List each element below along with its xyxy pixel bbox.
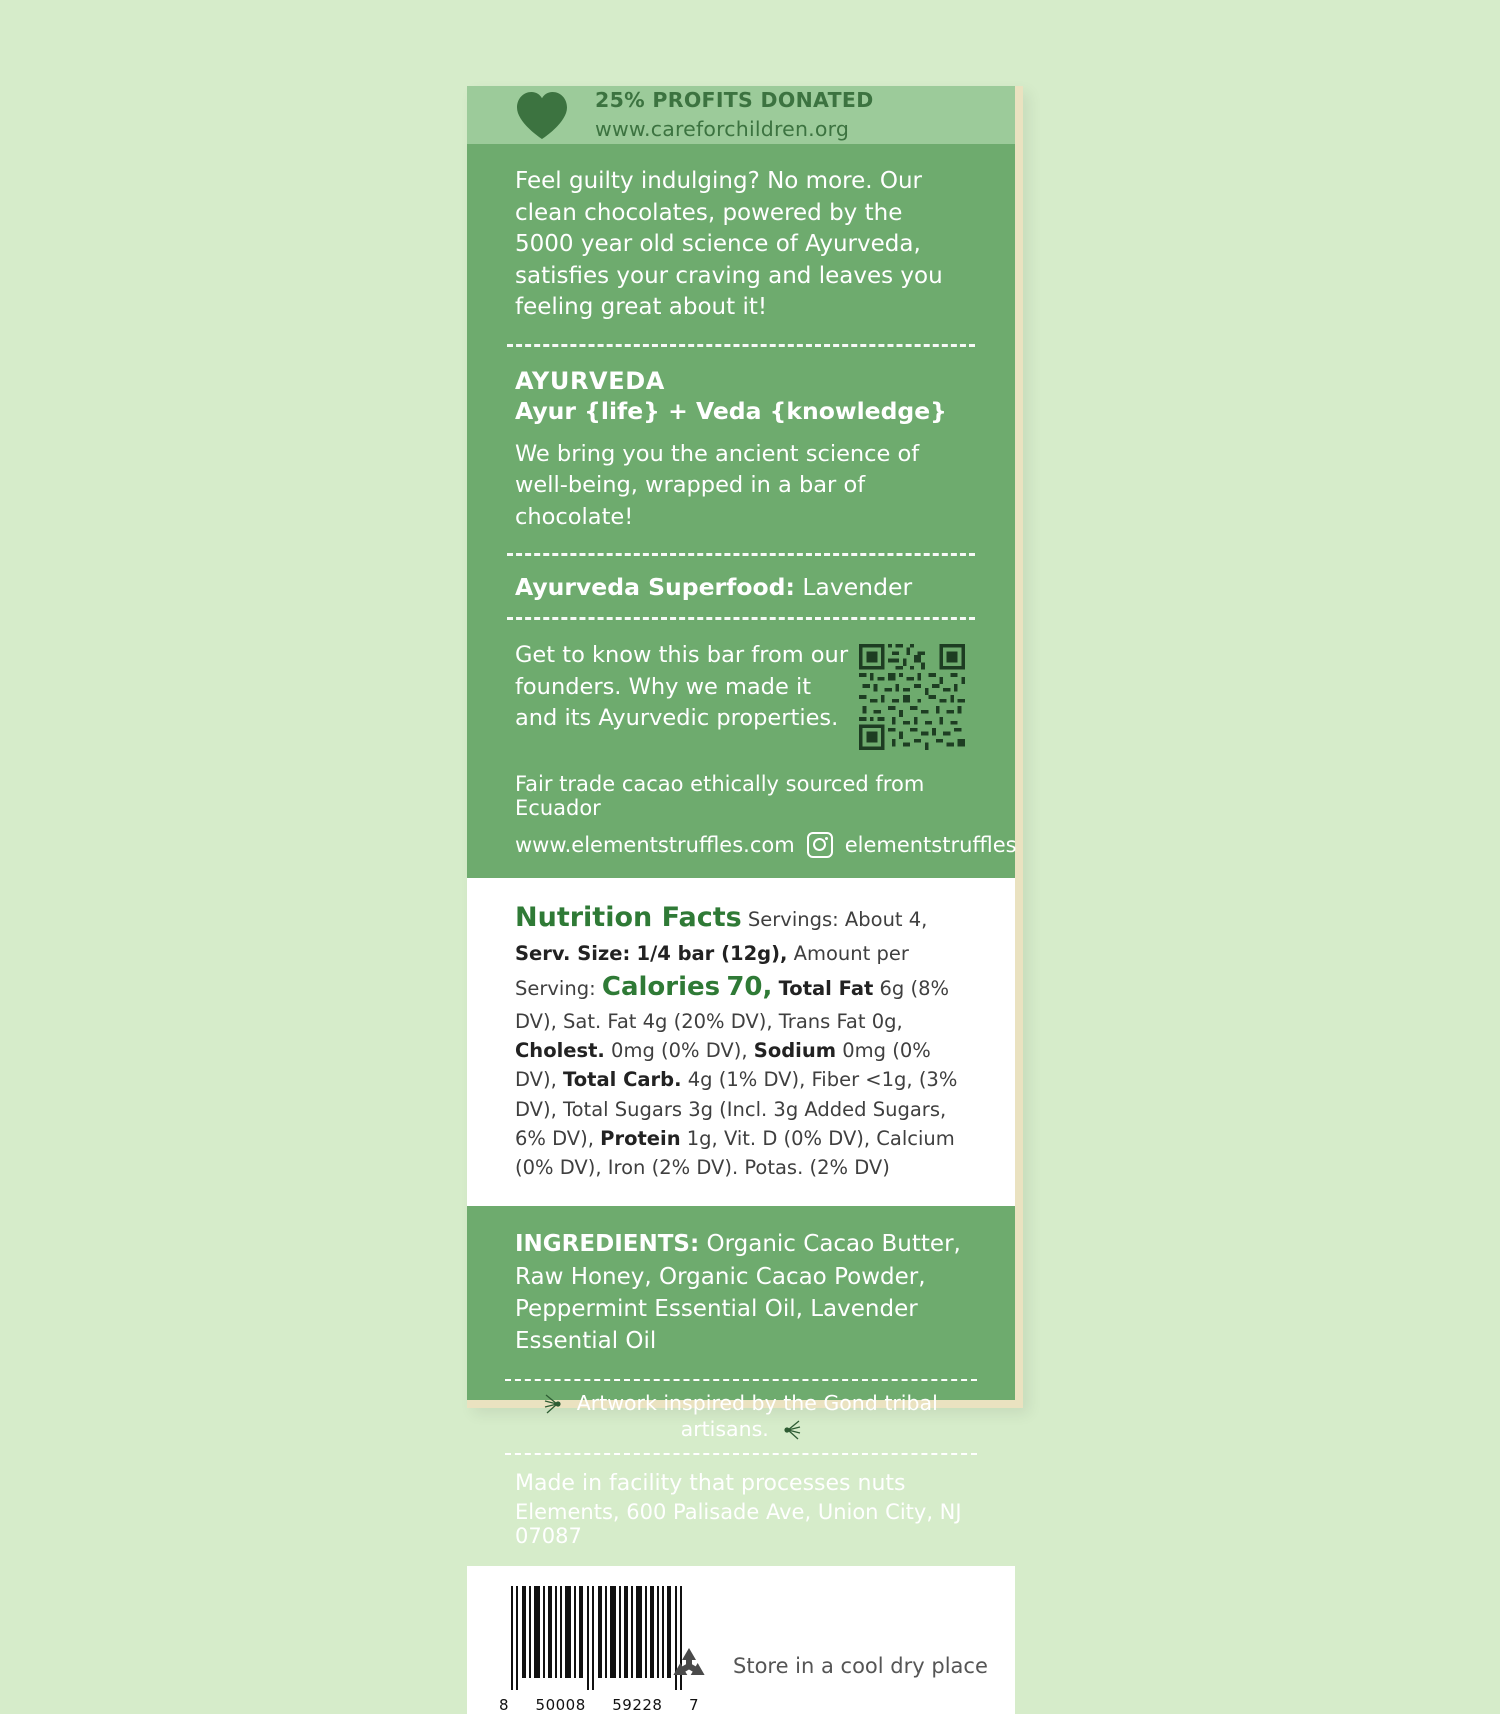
superfood-label: Ayurveda Superfood:	[515, 573, 795, 602]
ayurveda-subheading: Ayur {life} + Veda {knowledge}	[515, 396, 947, 425]
nutrition-amount-per-serving: Amount per Serving:	[515, 941, 909, 1000]
intro-paragraph: Feel guilty indulging? No more. Our clean chocolates, powered by the 5000 year old science of Ayurveda, satisfies your craving and leaves you feeling great about it!	[515, 168, 943, 321]
artwork-credit	[505, 1379, 977, 1455]
nutrition-total-carb-label: Total Carb.	[563, 1068, 682, 1092]
founders-section	[467, 620, 1015, 750]
instagram-icon[interactable]	[807, 832, 833, 858]
barcode-digits	[499, 1696, 699, 1714]
donation-title: 25% PROFITS DONATED	[595, 88, 874, 112]
barcode-digit-left: 8	[499, 1696, 510, 1714]
burst-icon	[544, 1391, 570, 1417]
barcode-digits-mid: 50008	[535, 1696, 586, 1714]
divider-3	[507, 617, 975, 620]
package-panel	[467, 86, 1017, 1714]
nutrition-facts-panel	[467, 878, 1015, 1206]
website-link[interactable]: www.elementstruffles.com	[515, 833, 795, 858]
barcode-strip	[467, 1566, 1015, 1714]
ingredients-list: Organic Cacao Butter, Raw Honey, Organic Cacao Powder, Peppermint Essential Oil, Lavender Essential Oil	[515, 1231, 961, 1355]
nutrition-total-fat-label: Total Fat	[778, 976, 874, 1000]
ingredients-label: INGREDIENTS:	[515, 1231, 700, 1258]
nutrition-calories-value: 70,	[726, 971, 773, 1002]
web-links-row	[467, 820, 1015, 878]
barcode-digit-right: 7	[688, 1696, 699, 1714]
donation-url[interactable]: www.careforchildren.org	[595, 117, 850, 142]
chocolate-bar-package-back	[467, 86, 1023, 1714]
nutrition-sodium-label: Sodium	[753, 1039, 837, 1063]
nutrition-facts-title: Nutrition Facts	[515, 902, 742, 934]
superfood-value: Lavender	[802, 573, 913, 602]
donation-text-group	[595, 86, 874, 144]
barcode-digits-mid2: 59228	[612, 1696, 663, 1714]
qr-code-icon[interactable]	[859, 644, 965, 750]
storage-row	[667, 1644, 988, 1688]
nutrition-sodium-value: 0mg (0% DV),	[515, 1039, 931, 1092]
divider-2	[507, 553, 975, 556]
nutrition-total-fat-value: 6g (8% DV), Sat. Fat 4g (20% DV), Trans Fat 0g,	[515, 976, 950, 1033]
fairtrade-note: Fair trade cacao ethically sourced from Ecuador	[515, 772, 925, 821]
recycle-icon	[667, 1644, 711, 1688]
nutrition-protein-label: Protein	[600, 1126, 681, 1150]
artwork-credit-text: Artwork inspired by the Gond tribal artisans.	[576, 1391, 938, 1442]
nutrition-calories-label: Calories	[601, 971, 721, 1002]
heart-icon	[515, 90, 569, 140]
barcode-icon	[507, 1586, 689, 1690]
superfood-row	[467, 556, 1015, 617]
divider-1	[507, 344, 975, 347]
donation-band	[467, 86, 1015, 144]
nutrition-serv-size-label: Serv. Size:	[515, 941, 631, 965]
facility-note: Made in facility that processes nuts	[515, 1471, 906, 1497]
nutrition-cholest-value: 0mg (0% DV),	[604, 1039, 754, 1063]
nutrition-cholest-label: Cholest.	[515, 1039, 605, 1063]
ayurveda-section	[467, 347, 1015, 554]
burst-icon-right	[775, 1417, 801, 1443]
nutrition-serv-size-value: 1/4 bar (12g),	[636, 941, 788, 965]
ayurveda-heading: AYURVEDA	[515, 366, 665, 395]
storage-text: Store in a cool dry place	[733, 1654, 988, 1679]
instagram-handle[interactable]: elementstruffles	[844, 833, 1017, 858]
ayurveda-body: We bring you the ancient science of well-being, wrapped in a bar of chocolate!	[515, 440, 920, 530]
ingredients-section	[467, 1206, 1015, 1373]
company-address: Elements, 600 Palisade Ave, Union City, NJ 07087	[515, 1500, 962, 1549]
nutrition-servings: Servings: About 4,	[747, 908, 928, 932]
founders-text: Get to know this bar from our founders. Why we made it and its Ayurvedic properties.	[515, 642, 849, 732]
nutrition-total-carb-value: 4g (1% DV), Fiber <1g, (3% DV), Total Sugars 3g (Incl. 3g Added Sugars, 6% DV),	[515, 1068, 958, 1150]
nutrition-protein-value: 1g, Vit. D (0% DV), Calcium (0% DV), Iron (2% DV). Potas. (2% DV)	[515, 1126, 955, 1180]
